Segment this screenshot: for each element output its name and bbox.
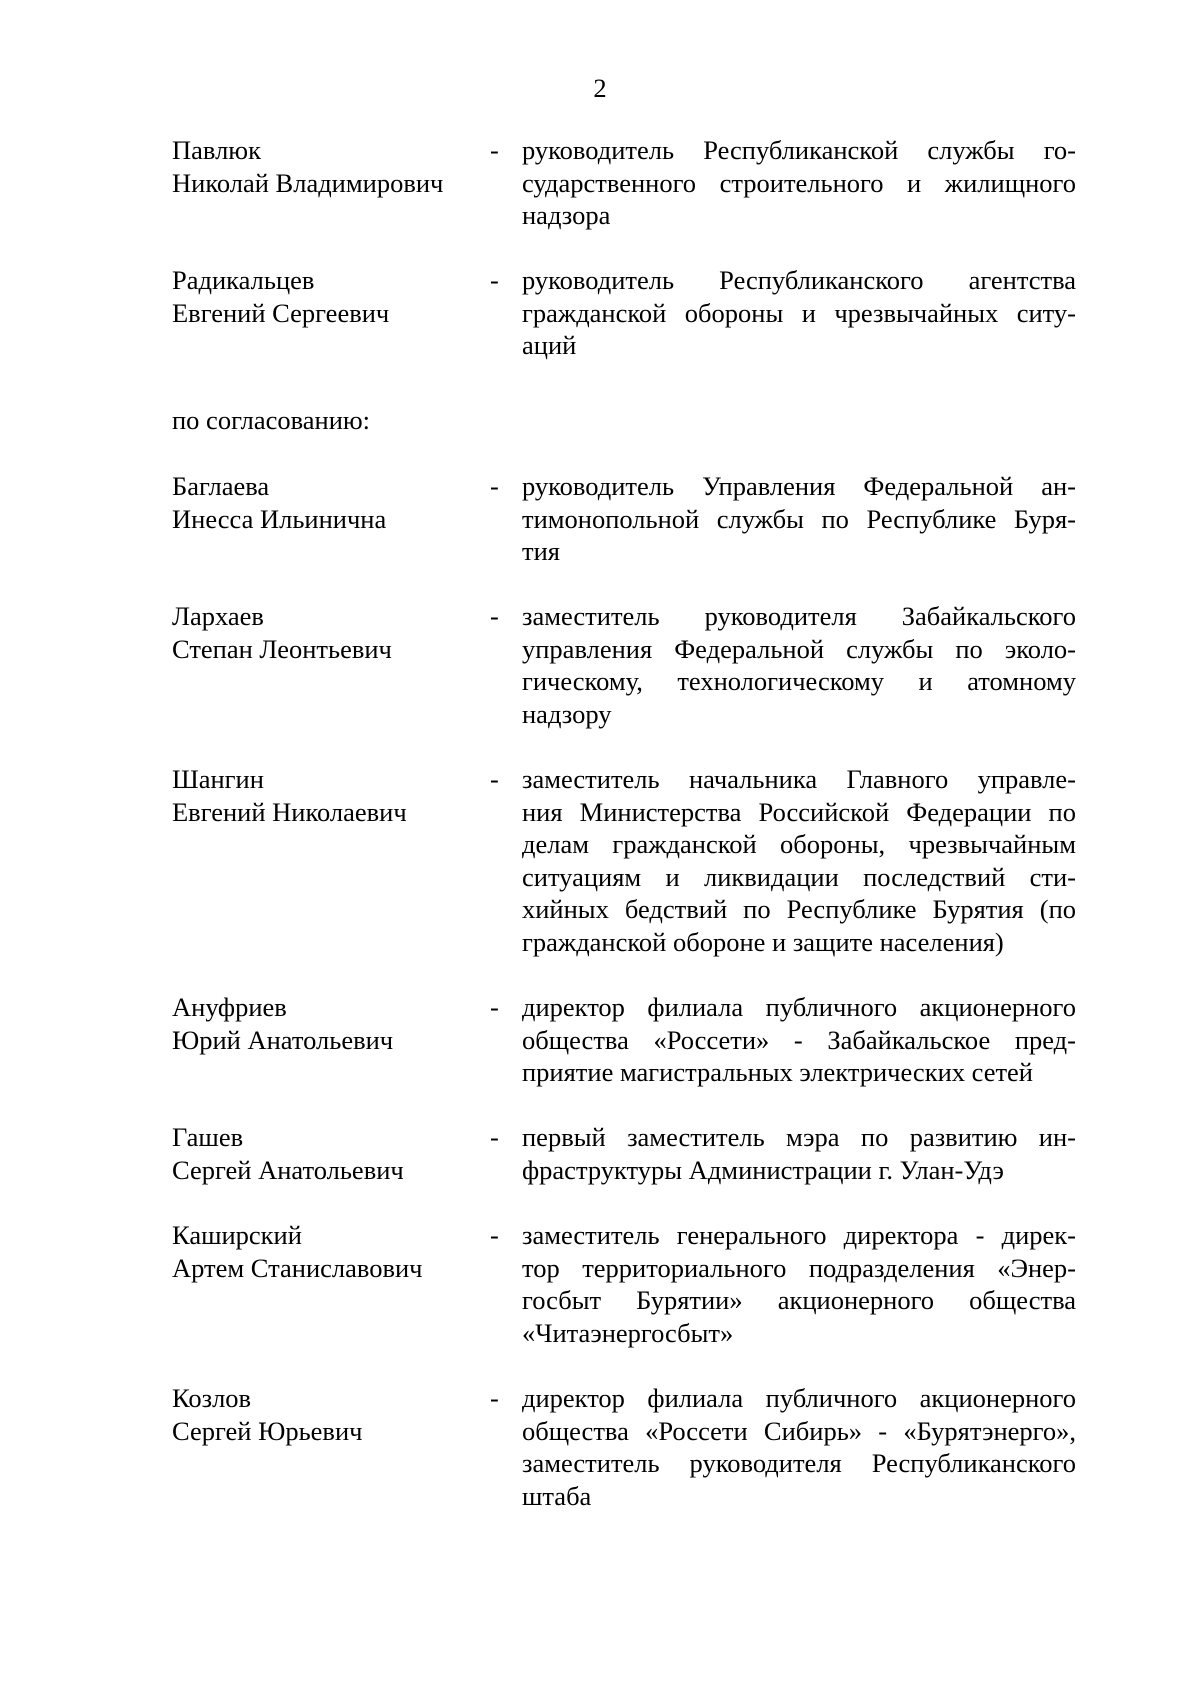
position-line: сударственного строительного и жилищного [522, 167, 1076, 198]
position-line: аций [522, 330, 577, 360]
member-surname: Баглаева [172, 471, 270, 501]
separator-dash: - [490, 135, 499, 165]
position-line: заместитель начальника Главного управле- [522, 764, 1076, 794]
position-line: гическому, технологическому и атомному [522, 666, 1076, 696]
position-line: тор территориального подразделения «Энер- [522, 1252, 1076, 1283]
member-given-name: Николай Владимирович [172, 167, 444, 198]
position-line: управления Федеральной службы по эколо- [522, 633, 1076, 664]
member-name [172, 1382, 472, 1447]
member-name [172, 763, 472, 828]
separator-dash: - [490, 764, 499, 794]
position-line: тимонопольной службы по Республике Буря- [522, 503, 1076, 534]
member-surname: Лархаев [172, 601, 264, 631]
member-name [172, 134, 472, 199]
separator-dash: - [490, 1383, 499, 1413]
page-number: 2 [593, 73, 607, 103]
member-surname: Ануфриев [172, 992, 287, 1022]
member-name [172, 264, 472, 329]
member-given-name: Евгений Сергеевич [172, 297, 390, 328]
position-line: госбыт Бурятии» акционерного общества [522, 1285, 1076, 1315]
position-line: тия [522, 536, 560, 566]
position-line: заместитель генерального директора - дирек- [522, 1220, 1076, 1250]
member-position [522, 763, 1076, 958]
member-given-name: Сергей Юрьевич [172, 1415, 363, 1446]
member-position [522, 470, 1076, 568]
member-name [172, 1219, 472, 1284]
position-line: общества «Россети Сибирь» - «Бурятэнерго», [522, 1415, 1076, 1446]
position-line: надзора [522, 200, 611, 230]
position-line: приятие магистральных электрических сетей [522, 1057, 1033, 1087]
member-position [522, 264, 1076, 362]
member-position [522, 991, 1076, 1089]
position-line: заместитель руководителя Республиканского [522, 1448, 1076, 1478]
member-given-name: Сергей Анатольевич [172, 1154, 404, 1185]
position-line: руководитель Республиканского агентства [522, 265, 1076, 295]
position-line: общества «Россети» - Забайкальское пред- [522, 1024, 1076, 1055]
member-name [172, 600, 472, 665]
position-line: руководитель Управления Федеральной ан- [522, 471, 1076, 501]
member-given-name: Степан Леонтьевич [172, 633, 392, 664]
member-surname: Радикальцев [172, 265, 315, 295]
separator-dash: - [490, 265, 499, 295]
member-position [522, 1382, 1076, 1512]
member-surname: Шангин [172, 764, 264, 794]
member-surname: Каширский [172, 1220, 302, 1250]
member-given-name: Юрий Анатольевич [172, 1024, 394, 1055]
separator-dash: - [490, 471, 499, 501]
member-surname: Козлов [172, 1383, 252, 1413]
member-name [172, 991, 472, 1056]
position-line: делам гражданской обороны, чрезвычайным [522, 829, 1076, 859]
member-surname: Гашев [172, 1122, 244, 1152]
position-line: руководитель Республиканской службы го- [522, 135, 1076, 165]
position-line: гражданской обороне и защите населения) [522, 926, 1004, 957]
member-given-name: Евгений Николаевич [172, 796, 407, 827]
member-surname: Павлюк [172, 135, 261, 165]
member-position [522, 600, 1076, 730]
position-line: директор филиала публичного акционерного [522, 1383, 1076, 1413]
position-line: фраструктуры Администрации г. Улан-Удэ [522, 1154, 1004, 1185]
member-position [522, 1121, 1076, 1186]
member-position [522, 134, 1076, 232]
section-label: по согласованию: [172, 405, 371, 435]
position-line: надзору [522, 698, 612, 729]
separator-dash: - [490, 1220, 499, 1250]
separator-dash: - [490, 992, 499, 1022]
position-line: директор филиала публичного акционерного [522, 992, 1076, 1022]
separator-dash: - [490, 1122, 499, 1152]
member-given-name: Артем Станиславович [172, 1252, 423, 1283]
member-name [172, 470, 472, 535]
position-line: штаба [522, 1480, 592, 1511]
position-line: ния Министерства Российской Федерации по [522, 796, 1076, 827]
position-line: ситуациям и ликвидации последствий сти- [522, 861, 1076, 892]
member-position [522, 1219, 1076, 1349]
position-line: первый заместитель мэра по развитию ин- [522, 1122, 1076, 1152]
position-line: заместитель руководителя Забайкальского [522, 601, 1076, 631]
position-line: «Читаэнергосбыт» [522, 1317, 734, 1348]
member-name [172, 1121, 472, 1186]
position-line: гражданской обороны и чрезвычайных ситу- [522, 297, 1076, 328]
separator-dash: - [490, 601, 499, 631]
member-given-name: Инесса Ильинична [172, 503, 387, 534]
position-line: хийных бедствий по Республике Бурятия (по [522, 894, 1076, 924]
